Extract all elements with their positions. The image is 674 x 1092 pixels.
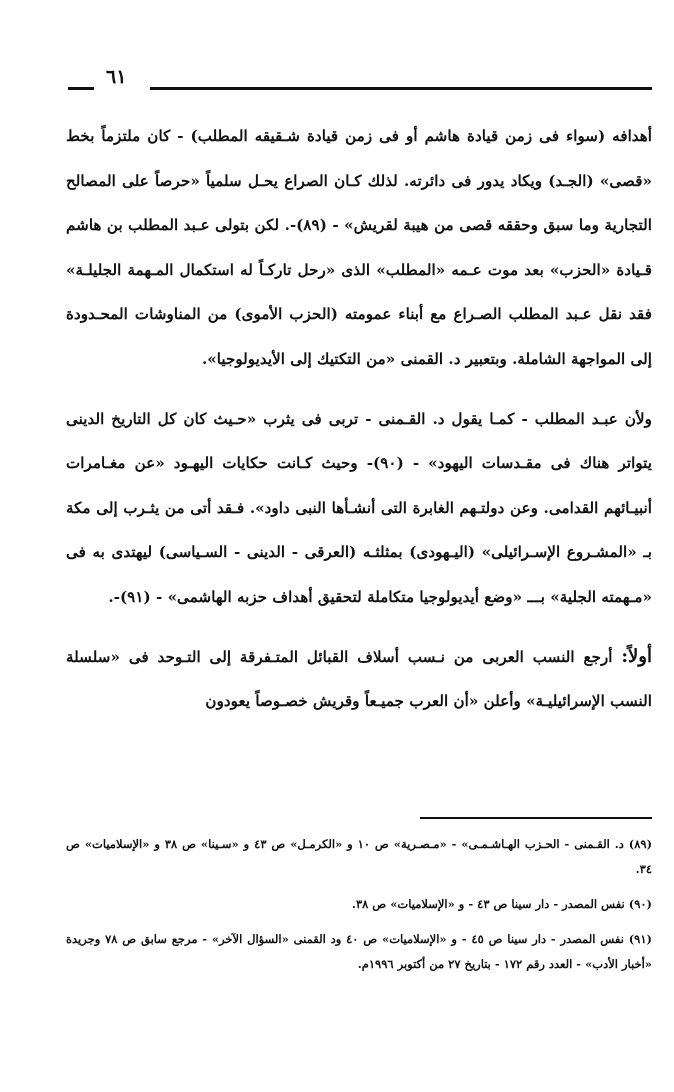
page-number: ٦١ bbox=[106, 66, 127, 88]
footnotes bbox=[66, 832, 652, 987]
footnote-89: (٨٩) د. القـمنى - الحـزب الهـاشـمـى» - «مـصـرية» ص ١٠ و «الكرمـل» ص ٤٣ و «سـينا» ص ٣٨ و «الإسلاميات» ص ٣٤. bbox=[66, 837, 653, 876]
paragraph-3-lead: أولاً: bbox=[621, 645, 652, 667]
header-rule-short bbox=[68, 87, 94, 90]
paragraph-3 bbox=[66, 635, 652, 724]
footnote-90: (٩٠) نفس المصدر - دار سينا ص ٤٣ - و «الإسلاميات» ص ٣٨. bbox=[351, 897, 652, 911]
page-header bbox=[68, 66, 652, 96]
paragraph-2: ولأن عبـد المطلب - كمـا يقول د. القـمنى - تربى فى يثرب «حـيث كان كل التاريخ الدينى يتواتر هناك فى مقـدسات اليهود» - (٩٠)- وحيث كـانت حكايات اليهـود «عن مغـامرات أنبيـائهم القدامى. وعن دولتـهم الغابرة التى أنشـأها النبى داود». فـقد أتى من يثـرب إلى مكة بـ «المشـروع الإسـرائيلى» (اليـهودى) بمثلثـه (العرقى - الدينى - السـياسى) ليهتدى به فى «مـهمته الجلية» بـــ «وضع أيديولوجيا متكاملة لتحقيق أهداف حزبه الهاشمى» - (٩١)-. bbox=[66, 409, 652, 606]
main-text bbox=[66, 114, 652, 739]
paragraph-1: أهدافه (سواء فى زمن قيادة هاشم أو فى زمن قيادة شـقيقه المطلب) - كان ملتزماً بخط «قصى» (الجـد) ويكاد يدور فى دائرته. لذلك كـان الصراع يحـل سلمياً «حرصاً على المصالح التجارية وما سبق وحققه قصى من هيبة لقريش» - (٨٩)-. لكن بتولى عـبد المطلب بن هاشم قـيادة «الحزب» بعد موت عـمه «المطلب» الذى «رحل تاركـاً له استكمال المـهمة الجليلـة» فقد نقل عـبد المطلب الصـراع مع أبناء عمومته (الحزب الأموى) من المناوشات المحـدودة إلى المواجهة الشاملة. وبتعبير د. القمنى «من التكتيك إلى الأيديولوجيا». bbox=[66, 127, 652, 368]
header-rule-long bbox=[150, 87, 652, 90]
footnote-separator bbox=[420, 817, 652, 819]
paragraph-3-text: أرجع النسب العربى من نـسب أسلاف القبائل المتـفرقة إلى التـوحد فى «سلسلة النسب الإسرائيليـة» وأعلن «أن العرب جميـعاً وقريش خصـوصاً يعودون bbox=[66, 647, 652, 711]
footnote-91: (٩١) نفس المصدر - دار سينا ص ٤٥ - و «الإسلاميات» ص ٤٠ ود القمنى «السؤال الآخر» - مرجع سابق ص ٧٨ وجريدة «أخبار الأدب» - العدد رقم ١٧٢ - بتاريخ ٢٧ من أكتوبر ١٩٩٦م. bbox=[66, 932, 652, 971]
